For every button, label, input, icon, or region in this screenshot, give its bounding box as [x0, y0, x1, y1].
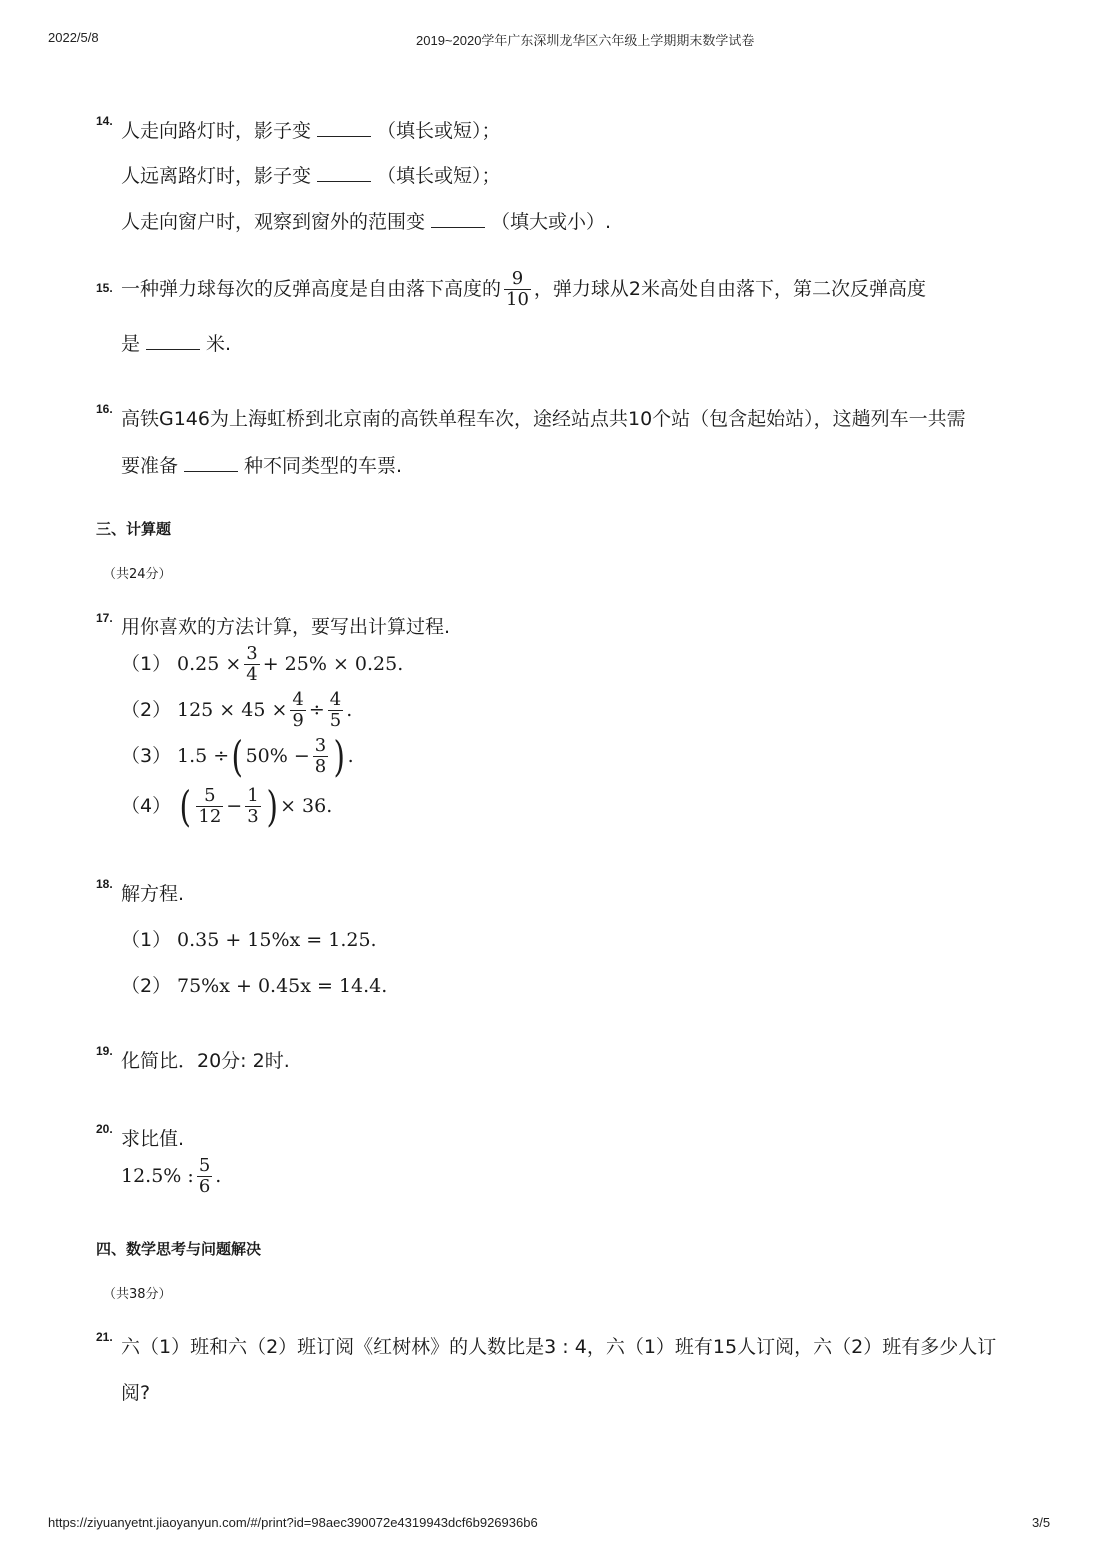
- math-text: 0.35 + 15%x = 1.25.: [177, 929, 377, 951]
- fraction-numerator: 9: [511, 268, 524, 289]
- sub-question: [121, 971, 387, 998]
- math-text: ÷: [308, 699, 325, 721]
- math-text: × 36.: [280, 795, 333, 817]
- page-url: https://ziyuanyetnt.jiaoyanyun.com/#/print?id=98aec390072e4319943dcf6b926936b6: [48, 1515, 538, 1530]
- fraction-numerator: 3: [246, 643, 258, 664]
- sub-question-label: （2）: [121, 975, 172, 997]
- sub-question-label: （2）: [121, 699, 172, 721]
- question-text: 人走向窗户时，观察到窗外的范围变: [121, 211, 426, 233]
- page-number: 3/5: [1032, 1515, 1051, 1530]
- fraction-denominator: 8: [314, 756, 327, 777]
- question-text: 米.: [206, 333, 232, 355]
- question-text: 是: [121, 333, 141, 355]
- question-number: 17.: [96, 611, 113, 625]
- answer-blank[interactable]: [146, 335, 200, 350]
- math-text: .: [215, 1165, 222, 1187]
- math-text: −: [226, 795, 243, 817]
- question-line: [121, 451, 402, 478]
- math-text: 0.25 ×: [177, 653, 242, 675]
- question-text: 种不同类型的车票.: [244, 455, 403, 477]
- question-text: （填大或小）.: [491, 211, 612, 233]
- fraction: [244, 644, 259, 685]
- fraction: [197, 1156, 212, 1197]
- question-text: （填长或短）；: [377, 165, 501, 187]
- question-number: 20.: [96, 1122, 113, 1136]
- fraction-numerator: 1: [247, 785, 259, 806]
- fraction: [245, 786, 260, 827]
- print-date: 2022/5/8: [48, 30, 99, 45]
- section-points: （共38分）: [103, 1287, 172, 1302]
- question-text: ，弹力球从2米高处自由落下，第二次反弹高度: [533, 278, 927, 300]
- fraction-numerator: 4: [292, 689, 304, 710]
- question-line: 六（1）班和六（2）班订阅《红树林》的人数比是3 : 4，六（1）班有15人订阅，六（2）班有多少人订: [121, 1336, 997, 1358]
- question-text: 求比值.: [121, 1128, 185, 1150]
- math-text: + 25% × 0.25.: [262, 653, 404, 675]
- fraction-denominator: 10: [506, 289, 529, 310]
- sub-question: [121, 690, 352, 731]
- question-text: 一种弹力球每次的反弹高度是自由落下高度的: [121, 278, 502, 300]
- math-text: .: [346, 699, 353, 721]
- fraction: [328, 690, 343, 731]
- math-text: 12.5% :: [121, 1165, 194, 1187]
- math-text: .: [347, 745, 354, 767]
- fraction-numerator: 5: [198, 1155, 211, 1176]
- left-paren-icon: (: [179, 781, 191, 831]
- fraction-denominator: 4: [246, 664, 258, 685]
- sub-question-label: （1）: [121, 653, 172, 675]
- question-line: [121, 269, 926, 310]
- question-line: [121, 329, 231, 356]
- math-text: 1.5 ÷: [177, 745, 230, 767]
- fraction-numerator: 4: [329, 689, 342, 710]
- section-points: （共24分）: [103, 567, 172, 582]
- sub-question-label: （4）: [121, 795, 172, 817]
- question-number: 19.: [96, 1044, 113, 1058]
- section-title: 四、数学思考与问题解决: [96, 1240, 262, 1258]
- question-text: （填长或短）；: [377, 120, 501, 142]
- math-text: 75%x + 0.45x = 14.4.: [177, 975, 388, 997]
- document-title: 2019~2020学年广东深圳龙华区六年级上学期期末数学试卷: [416, 33, 755, 48]
- question-text: 解方程.: [121, 883, 185, 905]
- question-text: 化简比．20分: 2时.: [121, 1050, 290, 1072]
- fraction: [196, 786, 223, 827]
- answer-blank[interactable]: [317, 167, 371, 182]
- question-number: 18.: [96, 877, 113, 891]
- fraction-denominator: 3: [247, 806, 259, 827]
- answer-blank[interactable]: [431, 213, 485, 228]
- question-line: 高铁G146为上海虹桥到北京南的高铁单程车次，途经站点共10个站（包含起始站），这趟列车一共需: [121, 408, 966, 430]
- left-paren-icon: (: [231, 731, 244, 781]
- question-line: [121, 161, 501, 188]
- answer-blank[interactable]: [184, 457, 238, 472]
- question-number: 16.: [96, 402, 113, 416]
- question-line: [121, 116, 501, 143]
- fraction: [290, 690, 305, 731]
- fraction: [504, 269, 531, 310]
- question-number: 14.: [96, 114, 113, 128]
- sub-question: [121, 925, 377, 952]
- section-title: 三、计算题: [96, 520, 172, 538]
- sub-question: [121, 731, 354, 781]
- sub-question: [121, 781, 333, 831]
- question-line: 阅?: [121, 1382, 151, 1404]
- fraction-denominator: 5: [329, 710, 342, 731]
- question-number: 21.: [96, 1330, 113, 1344]
- right-paren-icon: ): [333, 731, 346, 781]
- math-text: 125 × 45 ×: [177, 699, 288, 721]
- fraction-numerator: 5: [204, 785, 216, 806]
- math-expression: [121, 1156, 221, 1197]
- sub-question: [121, 644, 403, 685]
- question-text: 用你喜欢的方法计算，要写出计算过程.: [121, 616, 451, 638]
- fraction-denominator: 12: [198, 806, 222, 827]
- sub-question-label: （3）: [121, 745, 172, 767]
- question-text: 人走向路灯时，影子变: [121, 120, 312, 142]
- fraction-denominator: 9: [292, 710, 304, 731]
- right-paren-icon: ): [266, 781, 278, 831]
- question-text: 人远离路灯时，影子变: [121, 165, 312, 187]
- sub-question-label: （1）: [121, 929, 172, 951]
- question-line: [121, 207, 611, 234]
- question-text: 要准备: [121, 455, 179, 477]
- fraction-numerator: 3: [314, 735, 327, 756]
- question-number: 15.: [96, 281, 113, 295]
- math-text: 50% −: [245, 745, 310, 767]
- fraction: [313, 736, 328, 777]
- fraction-denominator: 6: [198, 1176, 211, 1197]
- answer-blank[interactable]: [317, 122, 371, 137]
